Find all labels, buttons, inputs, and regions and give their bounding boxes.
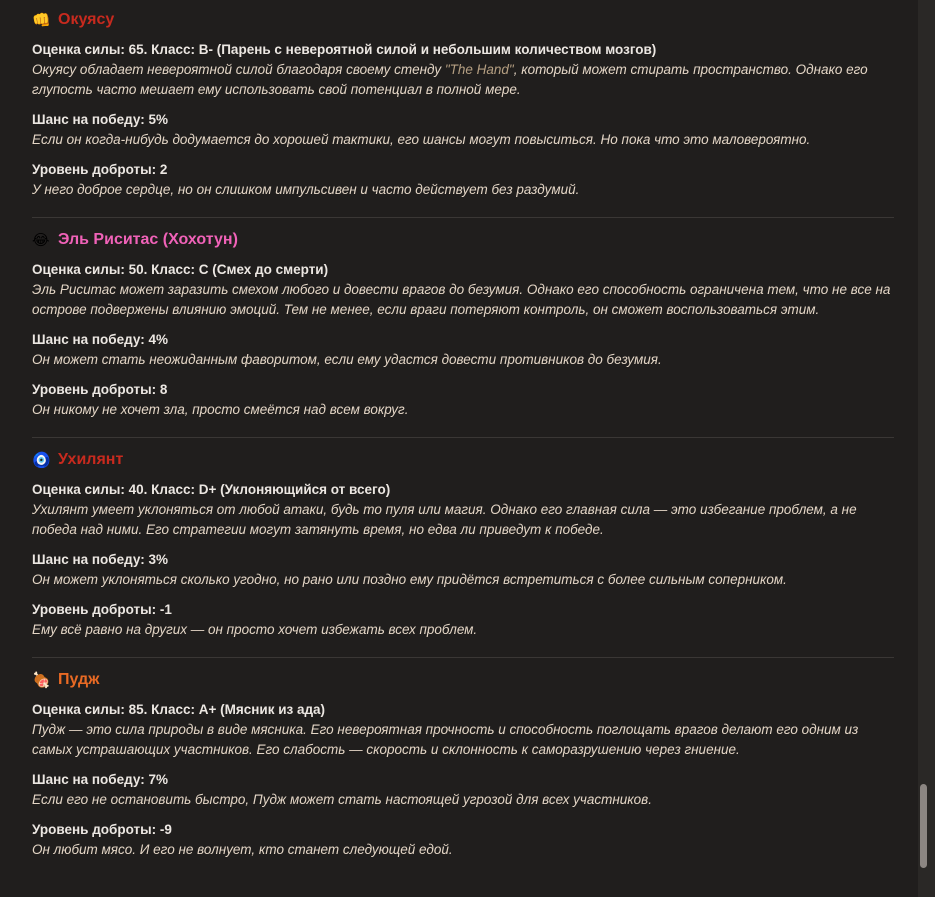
fist-icon: 👊	[32, 11, 51, 29]
win-chance-description: Если он когда-нибудь додумается до хорошей тактики, его шансы могут повыситься. Но пока что это маловероятно.	[32, 132, 811, 147]
kindness-description: Ему всё равно на других — он просто хочет избежать всех проблем.	[32, 622, 478, 637]
kindness-description: Он никому не хочет зла, просто смеётся над всем вокруг.	[32, 402, 409, 417]
message-content	[32, 8, 894, 887]
win-chance-description: Он может уклоняться сколько угодно, но рано или поздно ему придётся встретиться с более сильным соперником.	[32, 572, 787, 587]
win-chance-description: Он может стать неожиданным фаворитом, если ему удастся довести противников до безумия.	[32, 352, 662, 367]
stand-name-quote: "The Hand"	[444, 62, 514, 77]
power-label: Оценка силы: 40. Класс: D+ (Уклоняющийся от всего)	[32, 482, 391, 497]
power-label: Оценка силы: 85. Класс: A+ (Мясник из ада)	[32, 702, 326, 717]
power-description: Ухилянт умеет уклоняться от любой атаки, будь то пуля или магия. Однако его главная сила — это избегание проблем, а не победа над ними. Его стратегии могут затянуть время, но едва ли приведут к победе.	[32, 502, 857, 537]
kindness-label: Уровень доброты: 8	[32, 382, 168, 397]
win-chance-label: Шанс на победу: 4%	[32, 332, 168, 347]
meat-on-bone-icon: 🍖	[32, 671, 51, 689]
character-section-el-risitas	[32, 228, 894, 438]
scrollbar-thumb[interactable]	[920, 784, 927, 868]
character-title	[32, 8, 894, 32]
power-label: Оценка силы: 50. Класс: C (Смех до смерти)	[32, 262, 329, 277]
character-name: Ухилянт	[58, 451, 124, 468]
scrollbar-track[interactable]	[918, 0, 935, 897]
nazar-amulet-icon: 🧿	[32, 451, 51, 469]
win-chance-label: Шанс на победу: 3%	[32, 552, 168, 567]
laughing-face-icon: 😂	[32, 231, 50, 249]
win-chance-label: Шанс на победу: 7%	[32, 772, 168, 787]
kindness-description: У него доброе сердце, но он слишком импульсивен и часто действует без раздумий.	[32, 182, 580, 197]
character-title	[32, 668, 894, 692]
power-description-text: Окуясу обладает невероятной силой благодаря своему стенду	[32, 62, 445, 77]
kindness-label: Уровень доброты: -9	[32, 822, 172, 837]
character-title	[32, 228, 894, 252]
character-name: Пудж	[58, 671, 100, 688]
character-section-okuyasu	[32, 8, 894, 218]
power-description: Эль Риситас может заразить смехом любого и довести врагов до безумия. Однако его способность ограничена тем, что не все на острове подвержены влиянию эмоций. Тем не менее, если враги потеряют контроль, он сможет воспользоваться этим.	[32, 282, 891, 317]
power-label: Оценка силы: 65. Класс: B- (Парень с невероятной силой и небольшим количеством мозгов)	[32, 42, 657, 57]
kindness-label: Уровень доброты: -1	[32, 602, 172, 617]
character-title	[32, 448, 894, 472]
character-section-ukhilyant	[32, 448, 894, 658]
character-section-pudge	[32, 668, 894, 877]
power-description	[32, 60, 894, 100]
character-name: Эль Риситас (Хохотун)	[58, 231, 238, 248]
win-chance-description: Если его не остановить быстро, Пудж может стать настоящей угрозой для всех участников.	[32, 792, 652, 807]
power-description: Пудж — это сила природы в виде мясника. Его невероятная прочность и способность поглощать врагов делают его одним из самых устрашающих участников. Его слабость — скорость и склонность к саморазрушению через гниение.	[32, 722, 859, 757]
kindness-description: Он любит мясо. И его не волнует, кто станет следующей едой.	[32, 842, 453, 857]
power-description-text: , который может стирать пространство. Однако его глупость часто мешает ему использовать свой потенциал в полной мере.	[32, 62, 868, 97]
character-name: Окуясу	[58, 11, 115, 28]
kindness-label: Уровень доброты: 2	[32, 162, 168, 177]
win-chance-label: Шанс на победу: 5%	[32, 112, 168, 127]
